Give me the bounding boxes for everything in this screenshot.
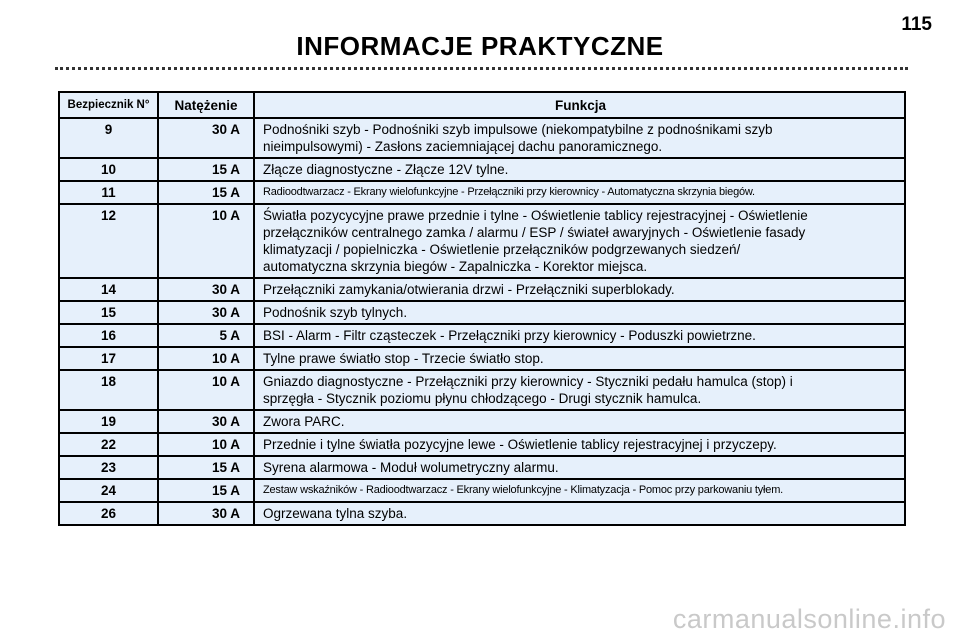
table-row [59,410,905,433]
function-cell [254,502,905,525]
fuse-number-cell: 24 [59,479,158,502]
function-cell [254,433,905,456]
header-amperage: Natężenie [158,92,254,118]
fuse-number-cell: 10 [59,158,158,181]
table-row [59,370,905,410]
amperage-cell: 30 A [158,410,254,433]
amperage-cell: 30 A [158,118,254,158]
function-line: Zwora PARC. [263,414,345,429]
amperage-cell: 30 A [158,278,254,301]
table-row [59,456,905,479]
function-cell [254,347,905,370]
function-line: Przełączniki zamykania/otwierania drzwi - Przełączniki superblokady. [263,282,675,297]
amperage-cell: 15 A [158,479,254,502]
function-line: Światła pozycycyjne prawe przednie i tylne - Oświetlenie tablicy rejestracyjnej - Oświetlenie [263,208,808,223]
table-row [59,204,905,278]
function-line: sprzęgła - Stycznik poziomu płynu chłodzącego - Drugi stycznik hamulca. [263,391,702,406]
amperage-cell: 15 A [158,158,254,181]
function-line: przełączników centralnego zamka / alarmu / ESP / świateł awaryjnych - Oświetlenie fasady [263,225,806,240]
dotted-divider [55,67,908,70]
function-cell [254,324,905,347]
table-row [59,158,905,181]
table-row [59,181,905,204]
function-line: Złącze diagnostyczne - Złącze 12V tylne. [263,162,509,177]
fuse-number-cell: 23 [59,456,158,479]
function-cell [254,410,905,433]
table-row [59,324,905,347]
function-line: Syrena alarmowa - Moduł wolumetryczny alarmu. [263,460,559,475]
function-line: Zestaw wskaźników - Radioodtwarzacz - Ekrany wielofunkcyjne - Klimatyzacja - Pomoc przy parkowaniu tyłem. [263,484,784,496]
fuse-number-cell: 12 [59,204,158,278]
amperage-cell: 10 A [158,204,254,278]
fuse-table [58,91,906,526]
fuse-number-cell: 11 [59,181,158,204]
function-cell [254,456,905,479]
function-cell [254,301,905,324]
fuse-number-cell: 22 [59,433,158,456]
watermark: carmanualsonline.info [672,604,946,634]
table-row [59,301,905,324]
header-function: Funkcja [254,92,905,118]
table-row [59,433,905,456]
function-line: Podnośnik szyb tylnych. [263,305,408,320]
amperage-cell: 5 A [158,324,254,347]
fuse-number-cell: 9 [59,118,158,158]
function-cell [254,370,905,410]
table-body [59,118,905,525]
fuse-number-cell: 15 [59,301,158,324]
amperage-cell: 15 A [158,456,254,479]
function-line: Tylne prawe światło stop - Trzecie światło stop. [263,351,544,366]
page-title: INFORMACJE PRAKTYCZNE [296,31,664,61]
function-line: Radioodtwarzacz - Ekrany wielofunkcyjne - Przełączniki przy kierownicy - Automatyczna skrzynia biegów. [263,186,755,198]
table-header-row [59,92,905,118]
header-fuse-number: Bezpiecznik N° [59,92,158,118]
amperage-cell: 10 A [158,433,254,456]
function-cell [254,204,905,278]
table-row [59,118,905,158]
function-cell [254,118,905,158]
fuse-number-cell: 19 [59,410,158,433]
function-line: Podnośniki szyb - Podnośniki szyb impulsowe (niekompatybilne z podnośnikami szyb [263,122,773,137]
function-line: Gniazdo diagnostyczne - Przełączniki przy kierownicy - Styczniki pedału hamulca (stop) i [263,374,793,389]
amperage-cell: 10 A [158,347,254,370]
function-cell [254,278,905,301]
function-line: Ogrzewana tylna szyba. [263,506,408,521]
function-cell [254,479,905,502]
function-line: klimatyzacji / popielniczka - Oświetlenie przełączników podgrzewanych siedzeń/ [263,242,741,257]
amperage-cell: 15 A [158,181,254,204]
function-cell [254,181,905,204]
fuse-number-cell: 14 [59,278,158,301]
function-cell [254,158,905,181]
function-line: Przednie i tylne światła pozycyjne lewe - Oświetlenie tablicy rejestracyjnej i przyczepy. [263,437,777,452]
fuse-number-cell: 18 [59,370,158,410]
amperage-cell: 30 A [158,301,254,324]
function-line: nieimpulsowymi) - Zasłons zaciemniającej dachu panoramicznego. [263,139,663,154]
fuse-number-cell: 16 [59,324,158,347]
function-line: automatyczna skrzynia biegów - Zapalniczka - Korektor miejsca. [263,259,648,274]
amperage-cell: 10 A [158,370,254,410]
function-line: BSI - Alarm - Filtr cząsteczek - Przełączniki przy kierownicy - Poduszki powietrzne. [263,328,756,343]
fuse-number-cell: 17 [59,347,158,370]
amperage-cell: 30 A [158,502,254,525]
table-row [59,347,905,370]
page-number: 115 [901,14,932,35]
table-row [59,479,905,502]
fuse-number-cell: 26 [59,502,158,525]
table-row [59,278,905,301]
table-row [59,502,905,525]
